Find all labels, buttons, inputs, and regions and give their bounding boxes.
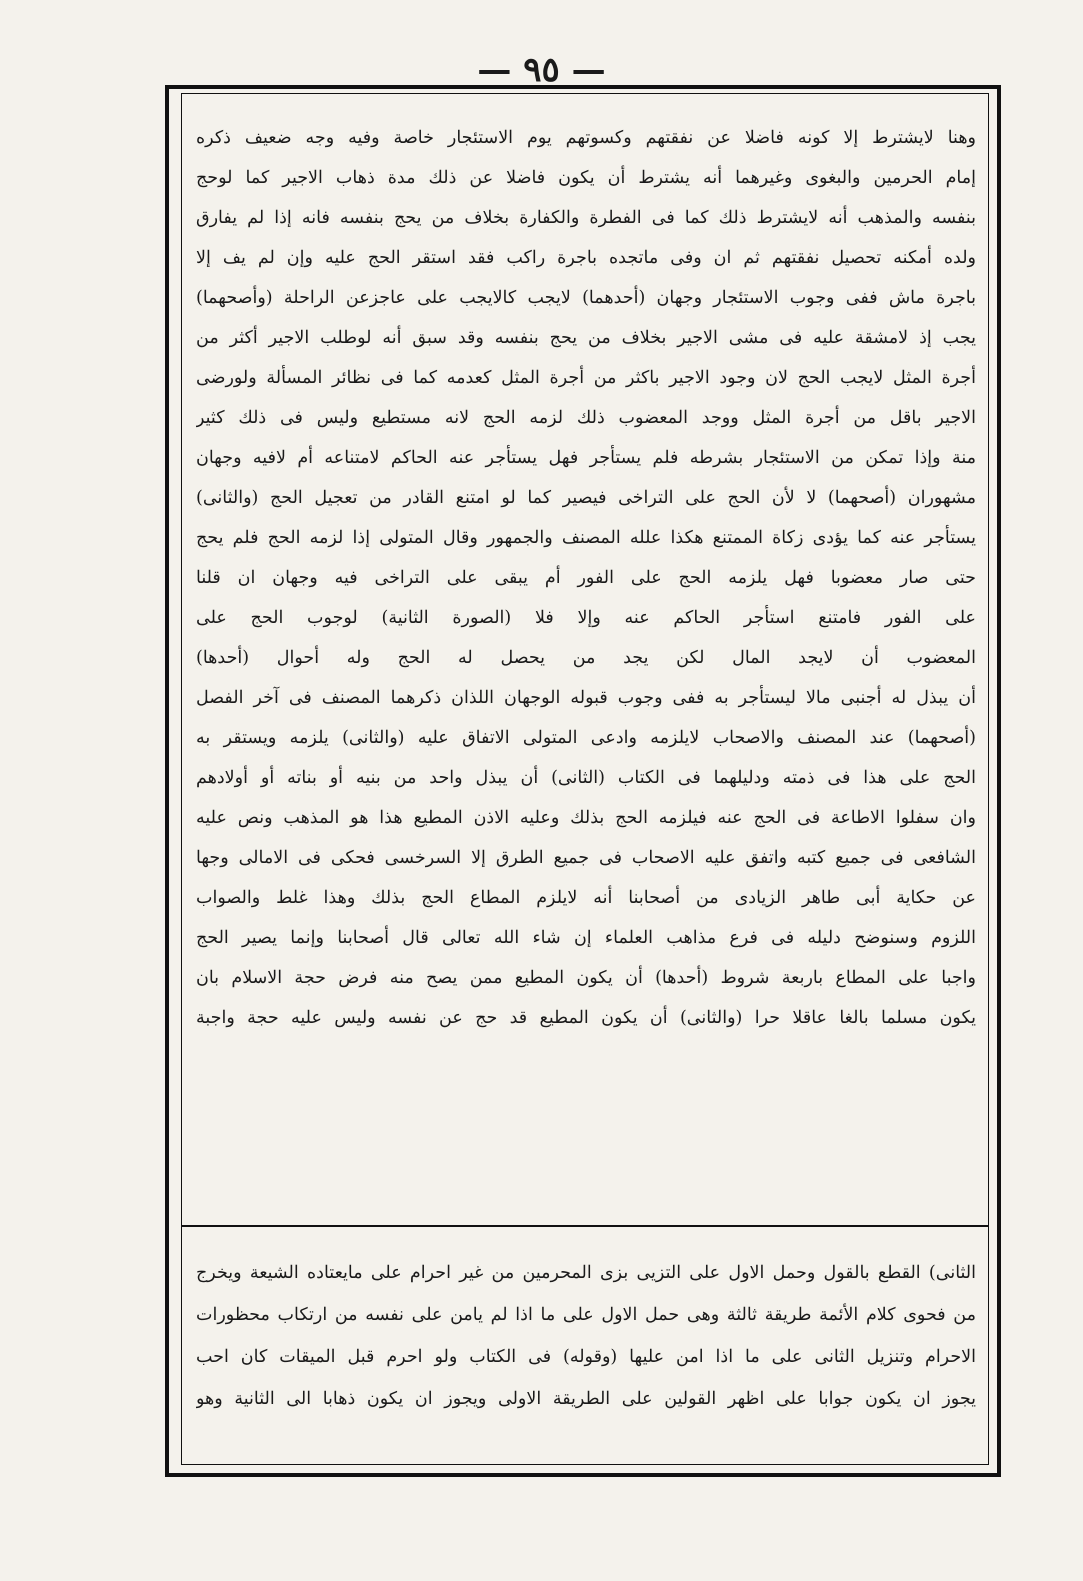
text-line: الشافعى فى جميع كتبه واتفق عليه الاصحاب فى جميع الطرق إلا السرخسى فحكى فى الامالى وجها: [196, 848, 976, 868]
text-line: إمام الحرمين والبغوى وغيرهما أنه يشترط أن يكون فاضلا عن ذلك مدة ذهاب الاجير كما لوحج: [196, 168, 976, 188]
text-line: يجب إذ لامشقة عليه فى مشى الاجير بخلاف من يحج بنفسه وقد سبق أنه لوطلب الاجير أكثر من: [196, 328, 976, 348]
text-line: يستأجر عنه كما يؤدى زكاة الممتنع هكذا علله المصنف والجمهور وقال المتولى إذا لزمه الحج فلم يحج: [196, 528, 976, 548]
text-line: عن حكاية أبى طاهر الزيادى من أصحابنا أنه لايلزم المطاع الحج بذلك وهذا غلط والصواب: [196, 888, 976, 908]
main-text-block: [196, 118, 976, 1038]
footnote-line: يجوز ان يكون جوابا على اظهر القولين على الطريقة الاولى ويجوز ان يكون ذهابا الى الثانية وهو: [196, 1389, 976, 1409]
text-line: الاجير باقل من أجرة المثل ووجد المعضوب ذلك لزمه الحج لانه مستطيع وليس فى ذلك كثير: [196, 408, 976, 428]
footnote-block: [196, 1252, 976, 1420]
text-line: (أصحهما) عند المصنف والاصحاب لايلزمه وادعى المتولى الاتفاق عليه (والثانى) يلزمه ويستقر به: [196, 728, 976, 748]
text-line: اللزوم وسنوضح دليله فى فرع مذاهب العلماء إن شاء الله تعالى قال أصحابنا وإنما يصير الحج: [196, 928, 976, 948]
text-line: وهنا لايشترط إلا كونه فاضلا عن نفقتهم وكسوتهم يوم الاستئجار خاصة وفيه وجه ضعيف ذكره: [196, 128, 976, 148]
text-line: وان سفلوا الاطاعة فى الحج عنه فيلزمه الحج بذلك وعليه الاذن المطيع هذا هو المذهب ونص عليه: [196, 808, 976, 828]
footnote-line: من فحوى كلام الأئمة طريقة ثالثة وهى حمل الاول على ما اذا لم يامن على نفسه من ارتكاب محظورات: [196, 1305, 976, 1325]
text-line: مشهوران (أصحهما) لا لأن الحج على التراخى فيصير كما لو امتنع القادر من تعجيل الحج (والثانى): [196, 488, 976, 508]
text-line: أجرة المثل لايجب الحج لان وجود الاجير باكثر من أجرة المثل كعدمه كما فى نظائر المسألة ولورضى: [196, 368, 976, 388]
text-line: حتى صار معضوبا فهل يلزمه الحج على الفور أم يبقى على التراخى فيه وجهان ان قلنا: [196, 568, 976, 588]
text-line: الحج على هذا فى ذمته ودليلهما فى الكتاب (الثانى) أن يبذل واحد من بنيه أو بناته أو أولادهم: [196, 768, 976, 788]
text-line: بنفسه والمذهب أنه لايشترط ذلك كما فى الفطرة والكفارة بخلاف من يحج بنفسه فانه إذا لم يفارق: [196, 208, 976, 228]
text-line: باجرة ماش ففى وجوب الاستئجار وجهان (أحدهما) لايجب كالايجب على عاجزعن الراحلة (وأصحهما): [196, 288, 976, 308]
text-line: ولده أمكنه تحصيل نفقتهم ثم ان وفى ماتجده باجرة راكب فقد استقر الحج عليه وإن لم يف إلا: [196, 248, 976, 268]
footnote-line: الاحرام وتنزيل الثانى على ما اذا امن عليها (وقوله) فى الكتاب ولو احرم قبل الميقات كان احب: [196, 1347, 976, 1367]
text-line: أن يبذل له أجنبى مالا ليستأجر به ففى وجوب قبوله الوجهان اللذان ذكرهما المصنف فى آخر الفصل: [196, 688, 976, 708]
text-line: يكون مسلما بالغا عاقلا حرا (والثانى) أن يكون المطيع قد حج عن نفسه وليس عليه حجة واجبة: [196, 1008, 976, 1028]
footnote-separator: [181, 1225, 989, 1227]
text-line: منة وإذا تمكن من الاستئجار بشرطه فلم يستأجر فهل يستأجر عنه الحاكم لامتناعه أم لافيه وجهان: [196, 448, 976, 468]
text-line: المعضوب أن لايجد المال لكن يجد من يحصل له الحج وله أحوال (أحدها): [196, 648, 976, 668]
footnote-line: الثانى) القطع بالقول وحمل الاول على التزيى بزى المحرمين من غير احرام على مايعتاده الشيعة ويخرج: [196, 1263, 976, 1283]
page-number: — ٩٥ —: [477, 50, 606, 90]
text-line: على الفور فامتنع استأجر الحاكم عنه وإلا فلا (الصورة الثانية) لوجوب الحج على: [196, 608, 976, 628]
text-line: واجبا على المطاع باربعة شروط (أحدها) أن يكون المطيع ممن يصح منه فرض حجة الاسلام بان: [196, 968, 976, 988]
